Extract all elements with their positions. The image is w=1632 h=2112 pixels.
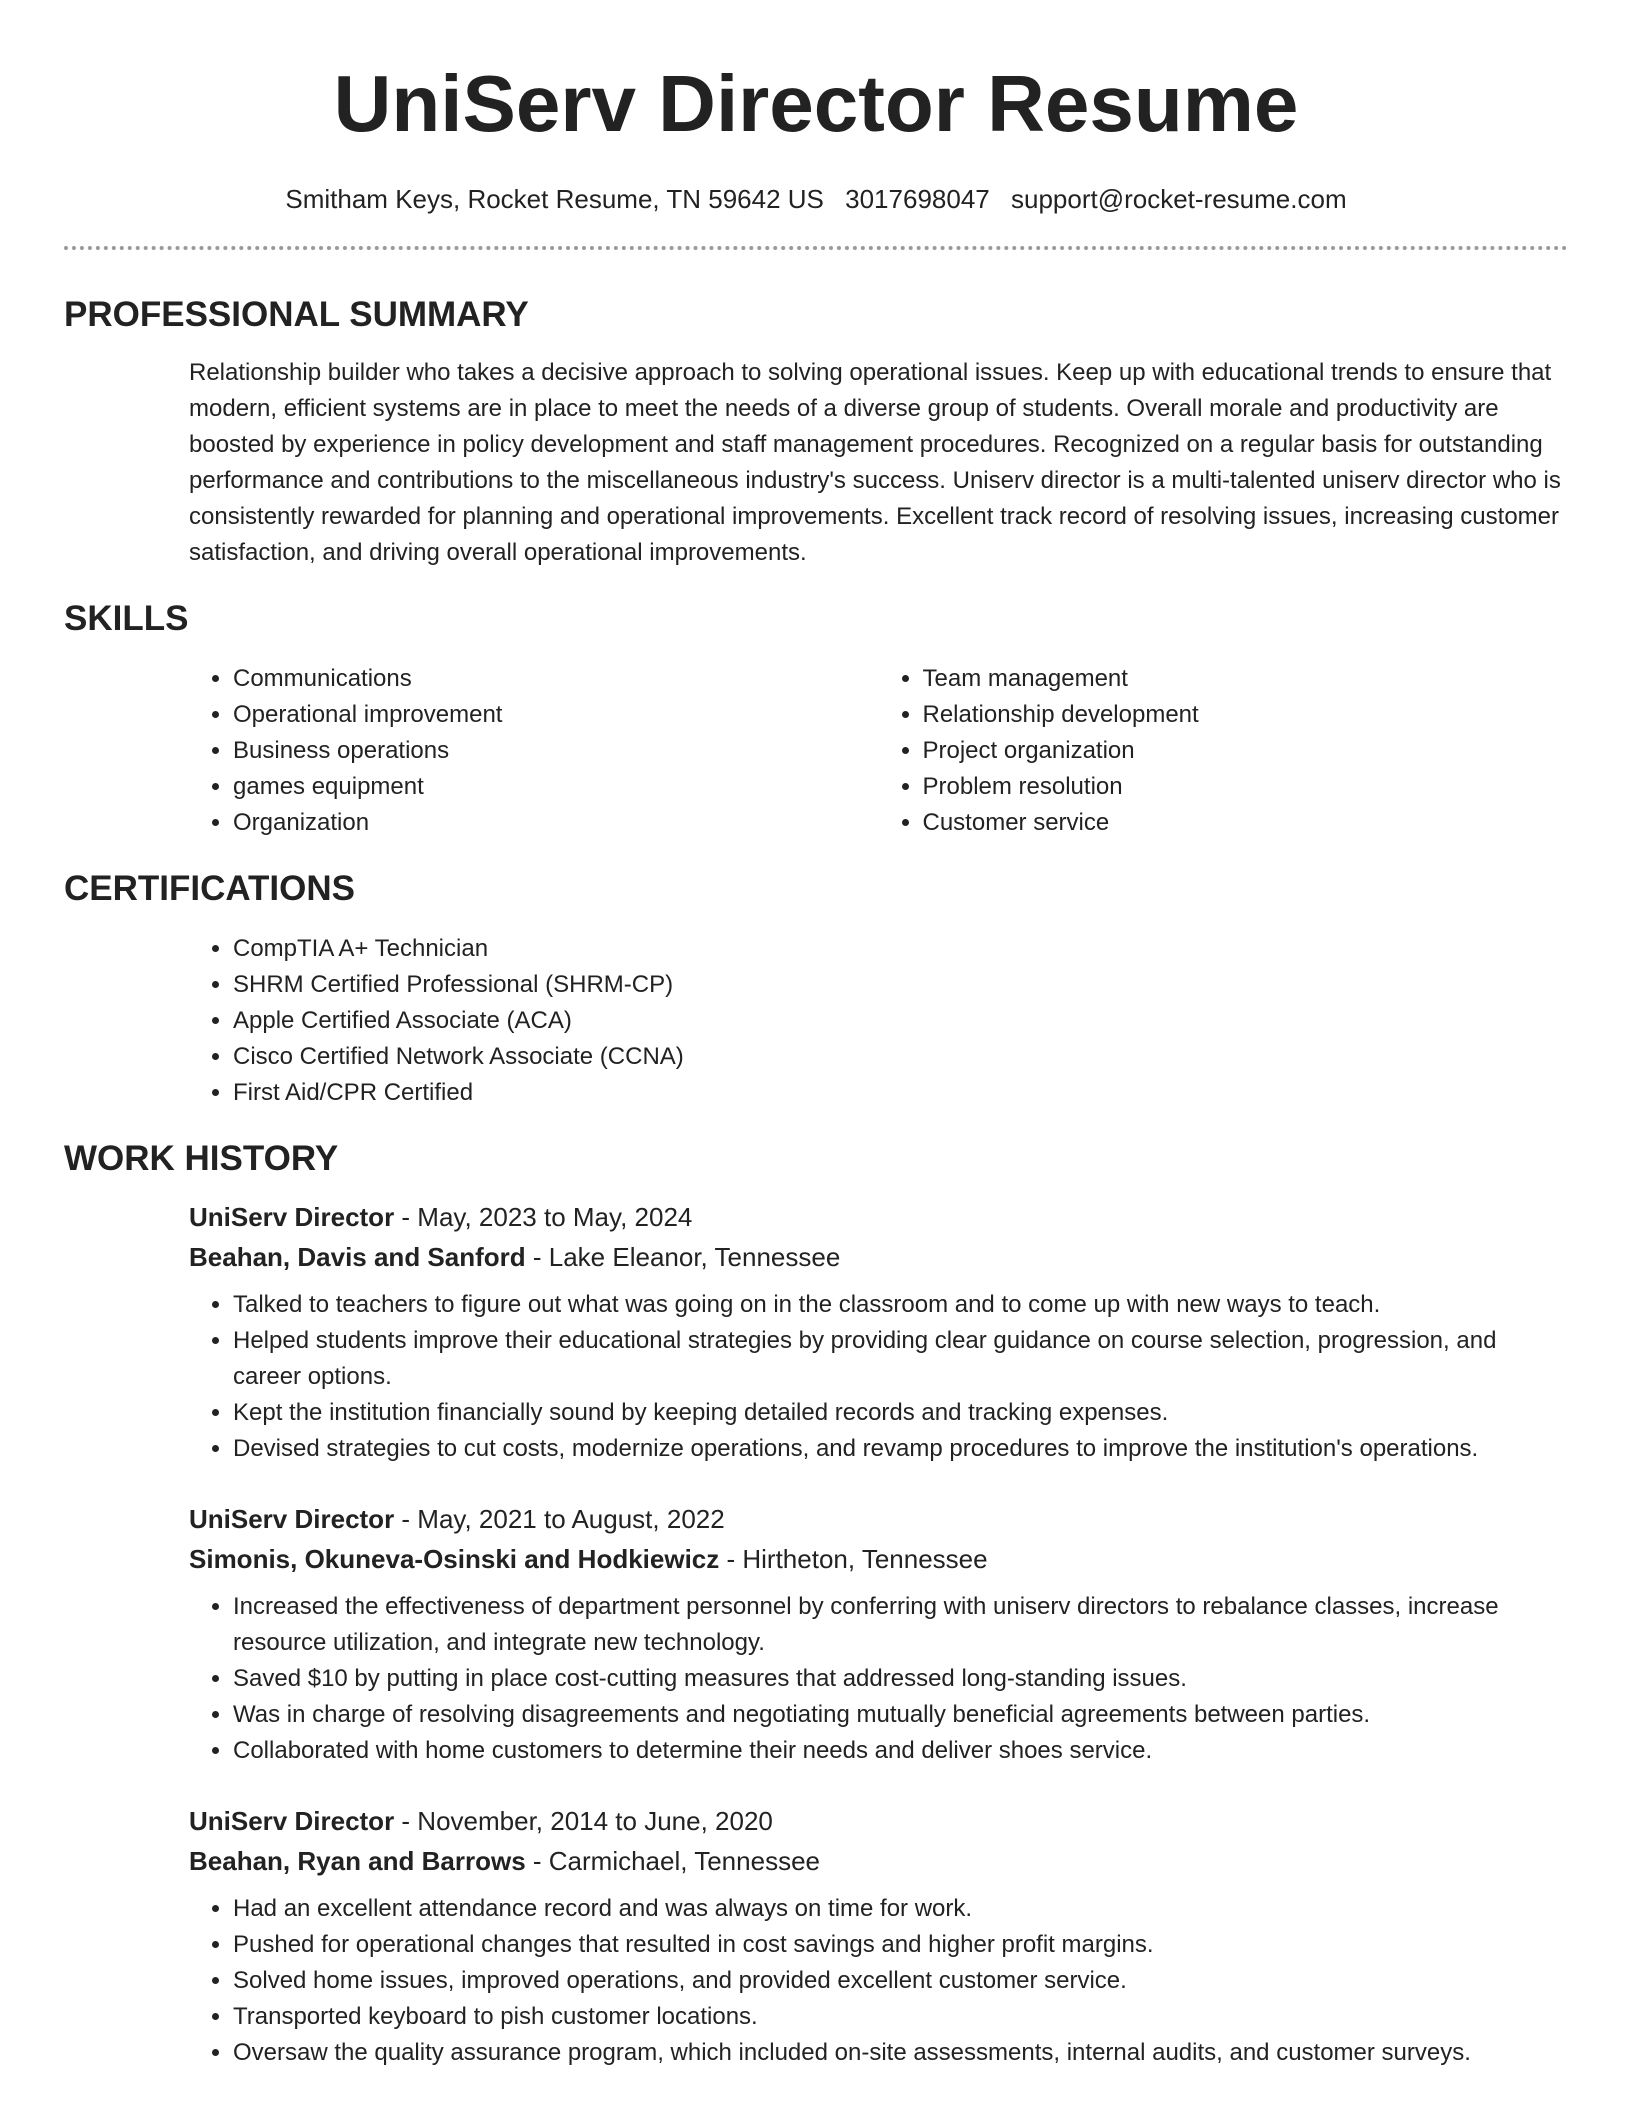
job-bullets	[189, 1287, 1568, 1467]
skill-item: • Communications	[233, 661, 879, 697]
skills-column-left	[189, 661, 879, 841]
job-bullets	[189, 1589, 1568, 1769]
job-entry	[189, 1499, 1568, 1769]
job-title-line	[189, 1499, 1568, 1539]
skills-column-right	[879, 661, 1569, 841]
summary-text: Relationship builder who takes a decisive approach to solving operational issues. Keep up with educational trends to ensure that modern, efficient systems are in place to meet the needs of a diverse group of students. Overall morale and productivity are boosted by experience in policy development and staff management procedures. Recognized on a regular basis for outstanding performance and contributions to the miscellaneous industry's success. Uniserv director is a multi-talented uniserv director who is consistently rewarded for planning and operational improvements. Excellent track record of resolving issues, increasing customer satisfaction, and driving overall operational improvements.	[189, 359, 1561, 566]
job-location: - Lake Eleanor, Tennessee	[525, 1242, 841, 1272]
contact-line	[64, 182, 1568, 216]
job-bullet: • Transported keyboard to pish customer locations.	[233, 1999, 1568, 2035]
job-title-line	[189, 1197, 1568, 1237]
job-bullets	[189, 1891, 1568, 2071]
certification-item: • First Aid/CPR Certified	[233, 1075, 1568, 1111]
skill-item: • Customer service	[923, 805, 1569, 841]
job-title: UniServ Director	[189, 1202, 395, 1232]
job-entry	[189, 1197, 1568, 1467]
skill-item: • Organization	[233, 805, 879, 841]
job-entry	[189, 1801, 1568, 2071]
certification-item: • SHRM Certified Professional (SHRM-CP)	[233, 967, 1568, 1003]
job-bullet: • Talked to teachers to figure out what was going on in the classroom and to come up with new ways to teach.	[233, 1287, 1568, 1323]
job-company: Beahan, Davis and Sanford	[189, 1242, 526, 1272]
certifications-heading: CERTIFICATIONS	[64, 869, 356, 908]
skill-item: • Team management	[923, 661, 1569, 697]
certification-item: • Apple Certified Associate (ACA)	[233, 1003, 1568, 1039]
job-title: UniServ Director	[189, 1806, 395, 1836]
job-company: Beahan, Ryan and Barrows	[189, 1846, 526, 1876]
job-bullet: • Devised strategies to cut costs, modernize operations, and revamp procedures to improve the institution's operations.	[233, 1431, 1568, 1467]
job-location: - Carmichael, Tennessee	[525, 1846, 820, 1876]
job-title: UniServ Director	[189, 1504, 395, 1534]
job-bullet: • Oversaw the quality assurance program, which included on-site assessments, internal audits, and customer surveys.	[233, 2035, 1568, 2071]
resume-title: UniServ Director Resume	[333, 59, 1299, 148]
job-dates: - May, 2021 to August, 2022	[394, 1504, 725, 1534]
skill-item: • Project organization	[923, 733, 1569, 769]
job-bullet: • Solved home issues, improved operations, and provided excellent customer service.	[233, 1963, 1568, 1999]
skill-item: • Operational improvement	[233, 697, 879, 733]
skills-heading: SKILLS	[64, 599, 189, 638]
certification-item: • CompTIA A+ Technician	[233, 931, 1568, 967]
skills-list	[189, 661, 1568, 841]
skill-item: • Relationship development	[923, 697, 1569, 733]
skill-item: • games equipment	[233, 769, 879, 805]
job-bullet: • Pushed for operational changes that resulted in cost savings and higher profit margins.	[233, 1927, 1568, 1963]
contact-phone: 3017698047	[845, 184, 990, 214]
certification-item: • Cisco Certified Network Associate (CCNA)	[233, 1039, 1568, 1075]
job-bullet: • Was in charge of resolving disagreements and negotiating mutually beneficial agreements between parties.	[233, 1697, 1568, 1733]
job-bullet: • Kept the institution financially sound by keeping detailed records and tracking expenses.	[233, 1395, 1568, 1431]
work-history-heading: WORK HISTORY	[64, 1139, 339, 1178]
contact-email: support@rocket-resume.com	[1010, 184, 1347, 214]
job-bullet: • Helped students improve their educational strategies by providing clear guidance on course selection, progression, and career options.	[233, 1323, 1568, 1395]
skill-item: • Business operations	[233, 733, 879, 769]
resume-page	[64, 0, 1568, 2112]
job-bullet: • Saved $10 by putting in place cost-cutting measures that addressed long-standing issues.	[233, 1661, 1568, 1697]
job-company-line	[189, 1237, 1568, 1277]
summary-heading: PROFESSIONAL SUMMARY	[64, 295, 529, 334]
job-bullet: • Increased the effectiveness of department personnel by conferring with uniserv directors to rebalance classes, increase resource utilization, and integrate new technology.	[233, 1589, 1568, 1661]
job-bullet: • Had an excellent attendance record and was always on time for work.	[233, 1891, 1568, 1927]
header-divider	[64, 246, 1568, 250]
job-company: Simonis, Okuneva-Osinski and Hodkiewicz	[189, 1544, 720, 1574]
job-dates: - November, 2014 to June, 2020	[394, 1806, 773, 1836]
job-company-line	[189, 1539, 1568, 1579]
job-title-line	[189, 1801, 1568, 1841]
contact-address: Smitham Keys, Rocket Resume, TN 59642 US	[285, 184, 824, 214]
skill-item: • Problem resolution	[923, 769, 1569, 805]
certifications-bullets	[189, 931, 1568, 1111]
certifications-list	[189, 931, 1568, 1111]
job-company-line	[189, 1841, 1568, 1881]
job-location: - Hirtheton, Tennessee	[719, 1544, 988, 1574]
job-bullet: • Collaborated with home customers to determine their needs and deliver shoes service.	[233, 1733, 1568, 1769]
job-dates: - May, 2023 to May, 2024	[394, 1202, 693, 1232]
